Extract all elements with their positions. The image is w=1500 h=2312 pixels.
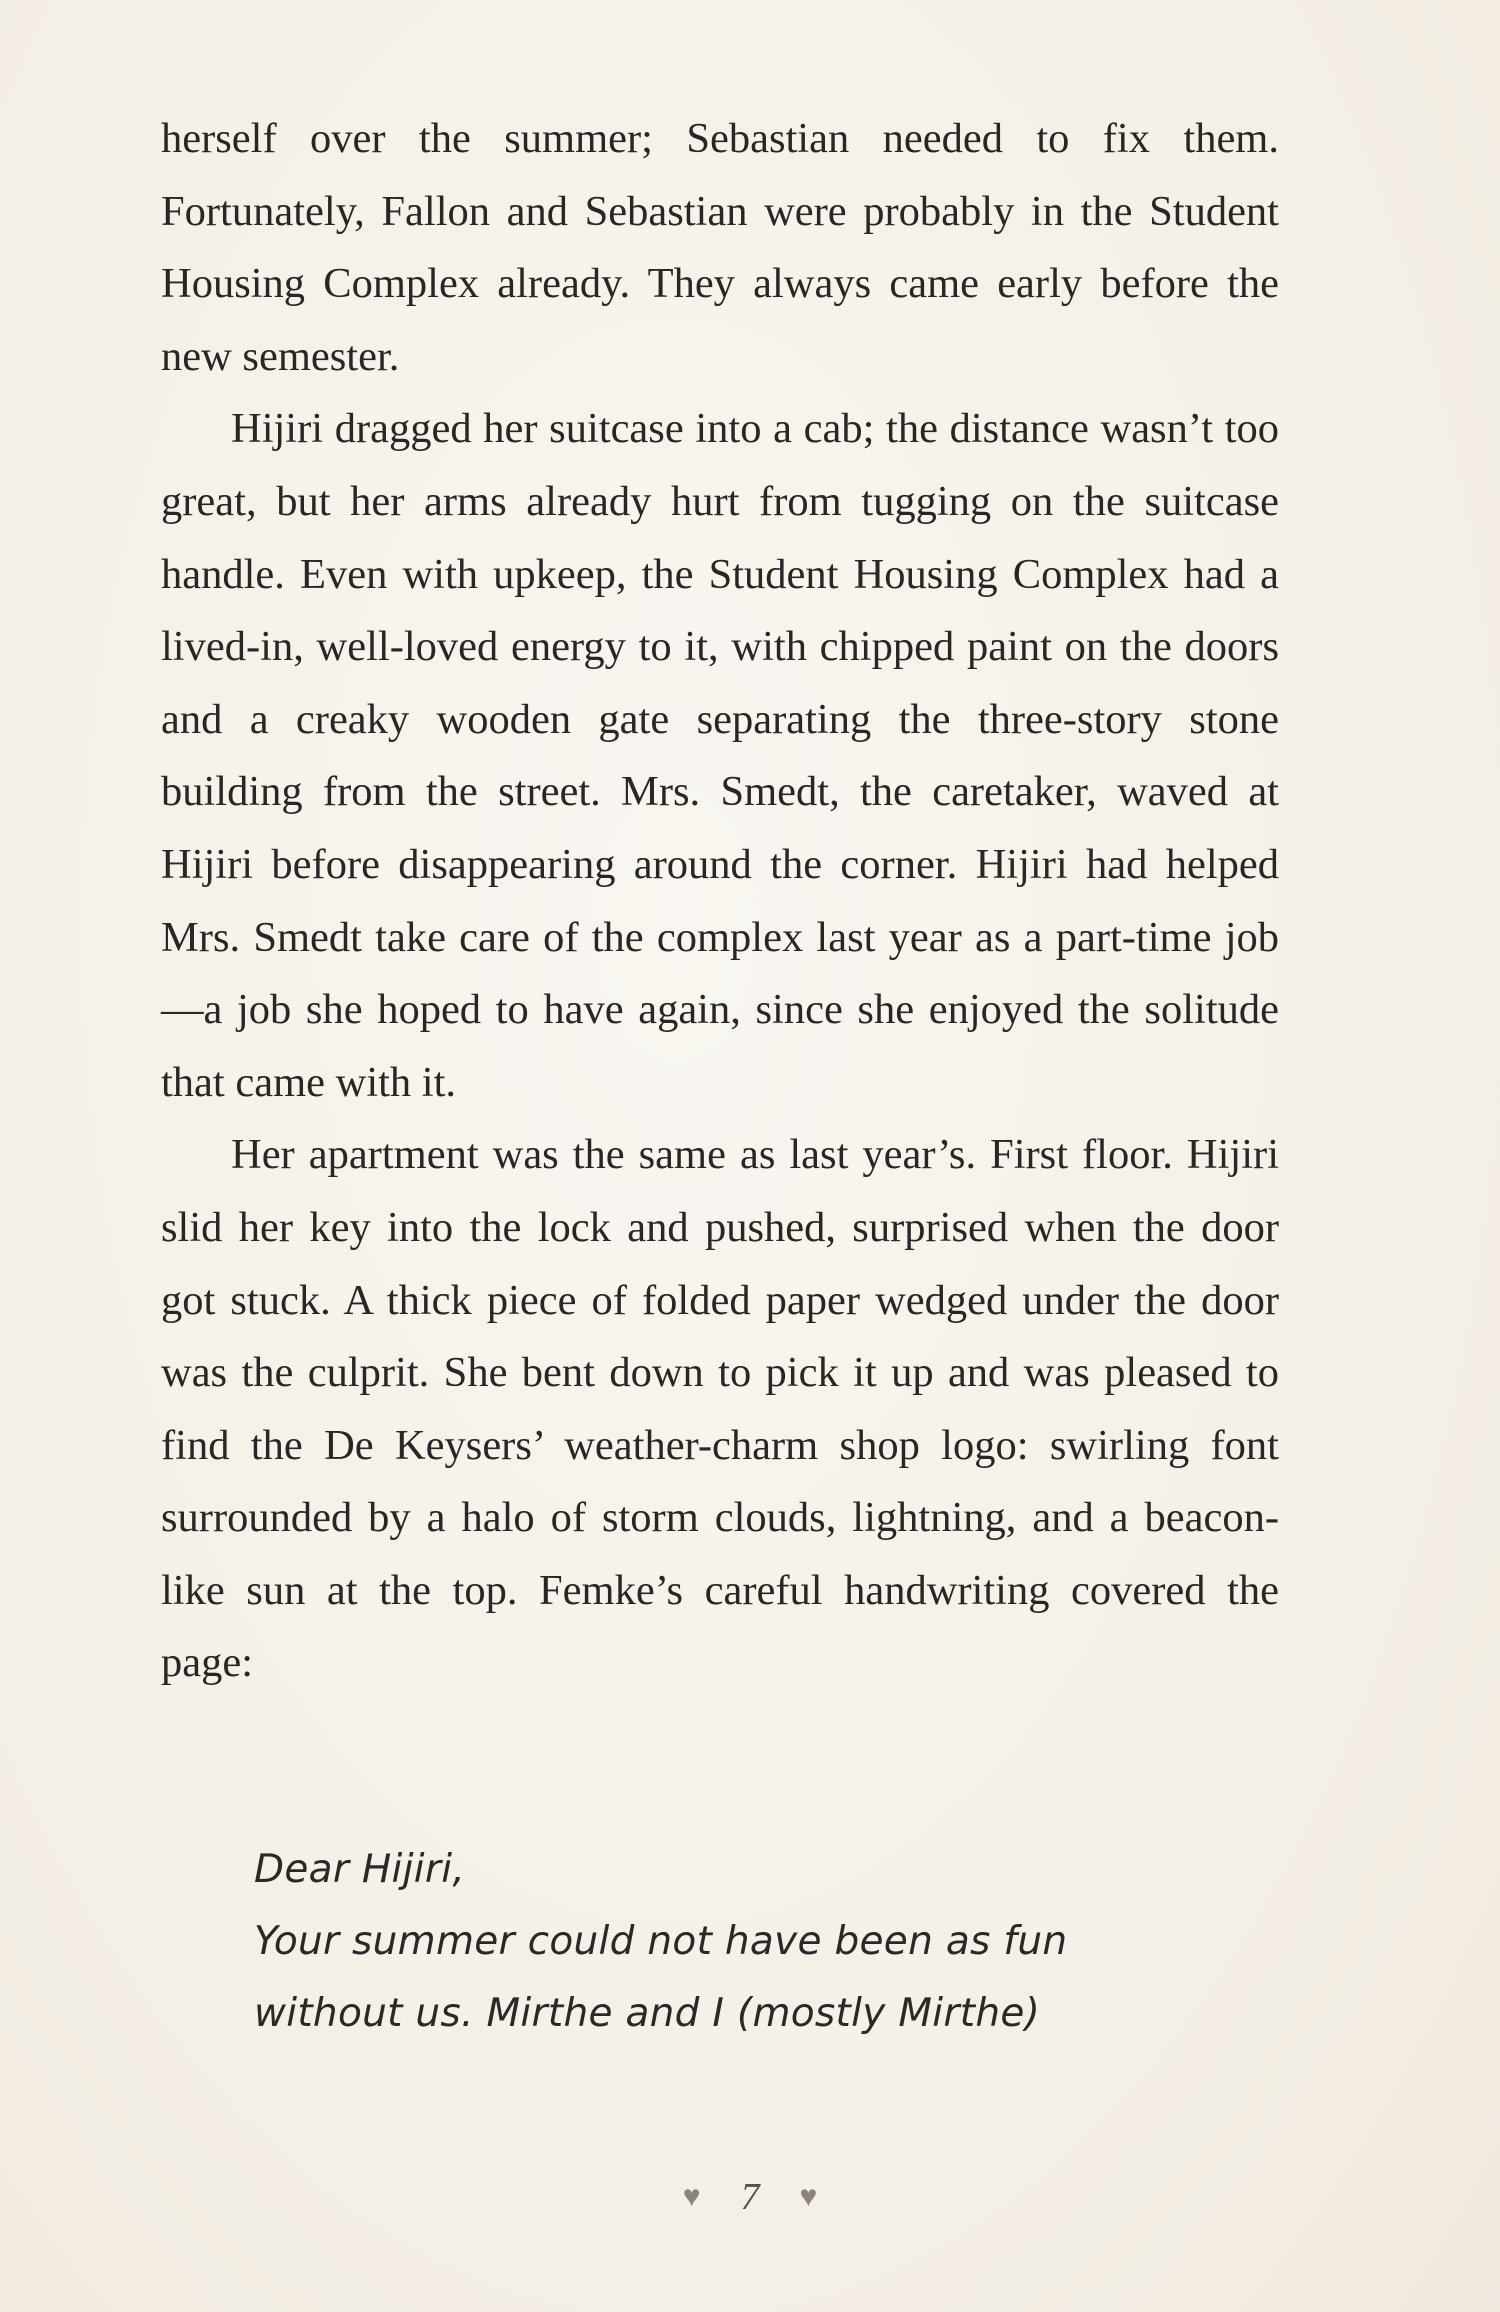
heart-ornament-left-icon: ♥ xyxy=(682,2180,701,2213)
page-number: 7 xyxy=(740,2176,760,2218)
paragraph-2: Hijiri dragged her suitcase into a cab; the distance wasn’t too great, but her arms already hurt from tugging on the suitcase handle. Even with upkeep, the Student Housing Complex had a lived-in, well-loved energy to it, with chipped paint on the doors and a creaky wooden gate separating the three-story stone building from the street. Mrs. Smedt, the caretaker, waved at Hijiri before disappearing around the corner. Hijiri had helped Mrs. Smedt take care of the complex last year as a part-time job—a job she hoped to have again, since she enjoyed the solitude that came with it. xyxy=(161,405,1279,1106)
letter-salutation: Dear Hijiri, xyxy=(254,1847,466,1892)
handwritten-letter xyxy=(254,1834,1264,2050)
paragraph-1: herself over the summer; Sebastian needed to fix them. Fortunately, Fallon and Sebastian were probably in the Student Housing Complex already. They always came early before the new semester. xyxy=(161,115,1279,380)
paragraph-3: Her apartment was the same as last year’s. First floor. Hijiri slid her key into the lock and pushed, surprised when the door got stuck. A thick piece of folded paper wedged under the door was the culprit. She bent down to pick it up and was pleased to find the De Keysers’ weather-charm shop logo: swirling font surrounded by a halo of storm clouds, lightning, and a beacon-like sun at the top. Femke’s careful handwriting covered the page: xyxy=(161,1131,1279,1687)
body-text xyxy=(161,103,1279,1700)
heart-ornament-right-icon: ♥ xyxy=(799,2180,818,2213)
letter-line-1: Your summer could not have been as fun xyxy=(254,1919,1068,1964)
letter-line-2: without us. Mirthe and I (mostly Mirthe) xyxy=(254,1991,1041,2036)
page-footer xyxy=(0,2175,1500,2219)
